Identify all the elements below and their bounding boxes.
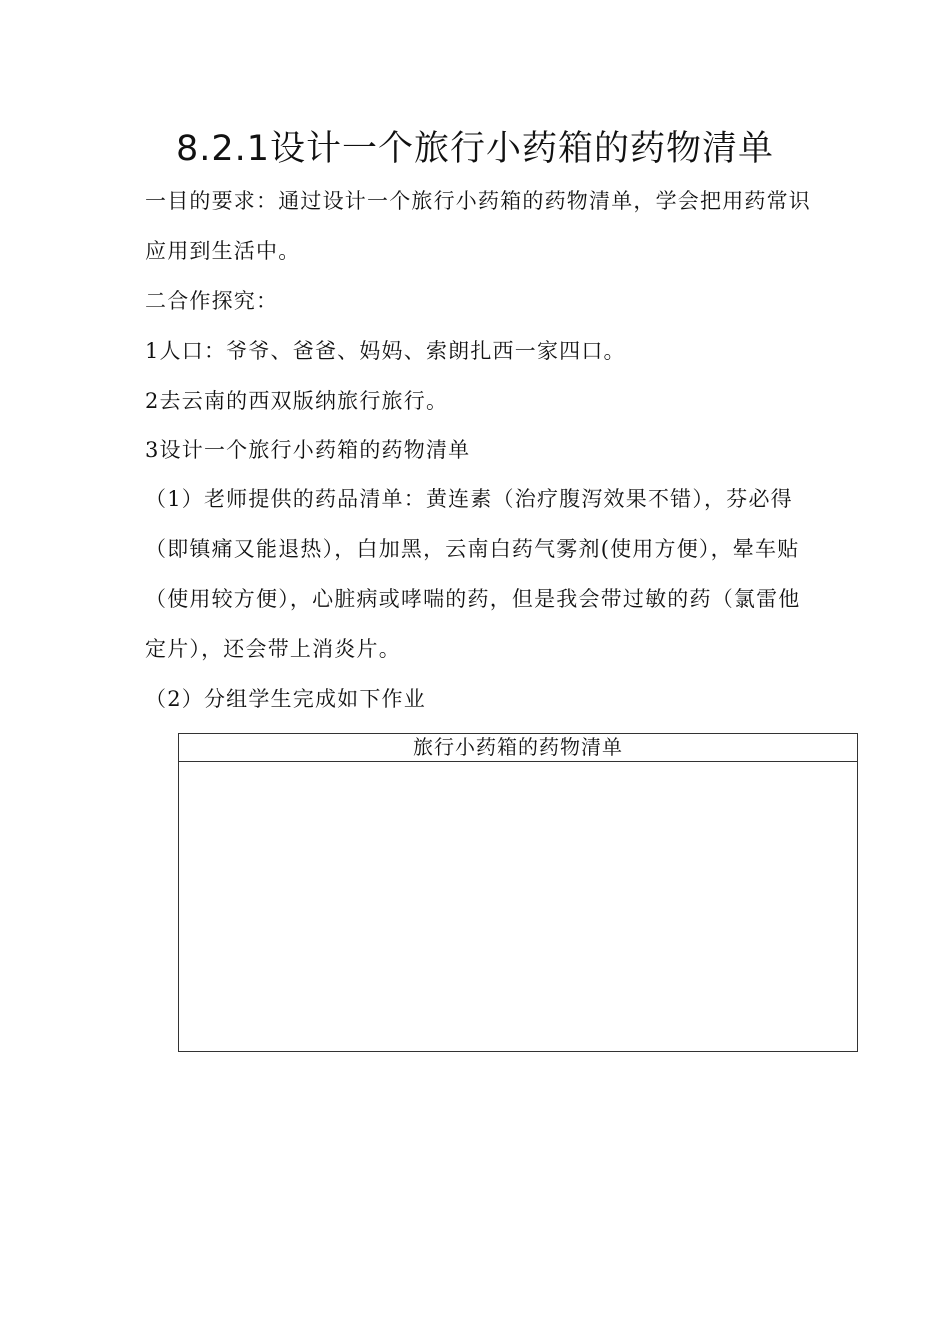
paragraph-cooperation-heading: 二合作探究： — [145, 289, 279, 313]
table-empty-cell[interactable] — [179, 762, 857, 1052]
paragraph-objective: 一目的要求：通过设计一个旅行小药箱的药物清单，学会把用药常识应用到生活中。 — [145, 189, 811, 263]
paragraph-family: 1人口：爷爷、爸爸、妈妈、索朗扎西一家四口。 — [145, 339, 626, 363]
paragraph-destination: 2去云南的西双版纳旅行旅行。 — [145, 389, 449, 413]
paragraph-task: 3设计一个旅行小药箱的药物清单 — [145, 438, 471, 462]
medicine-list-table — [178, 733, 858, 1052]
paragraph-medicine-list: （1）老师提供的药品清单：黄连素（治疗腹泻效果不错），芬必得（即镇痛又能退热），白加黑，云南白药气雾剂(使用方便），晕车贴（使用较方便），心脏病或哮喘的药，但是我会带过敏的药（氯雷他定片），还会带上消炎片。 — [145, 487, 801, 661]
table-header: 旅行小药箱的药物清单 — [179, 734, 857, 762]
paragraph-group-work: （2）分组学生完成如下作业 — [145, 687, 426, 711]
document-title: 8.2.1设计一个旅行小药箱的药物清单 — [175, 129, 775, 169]
